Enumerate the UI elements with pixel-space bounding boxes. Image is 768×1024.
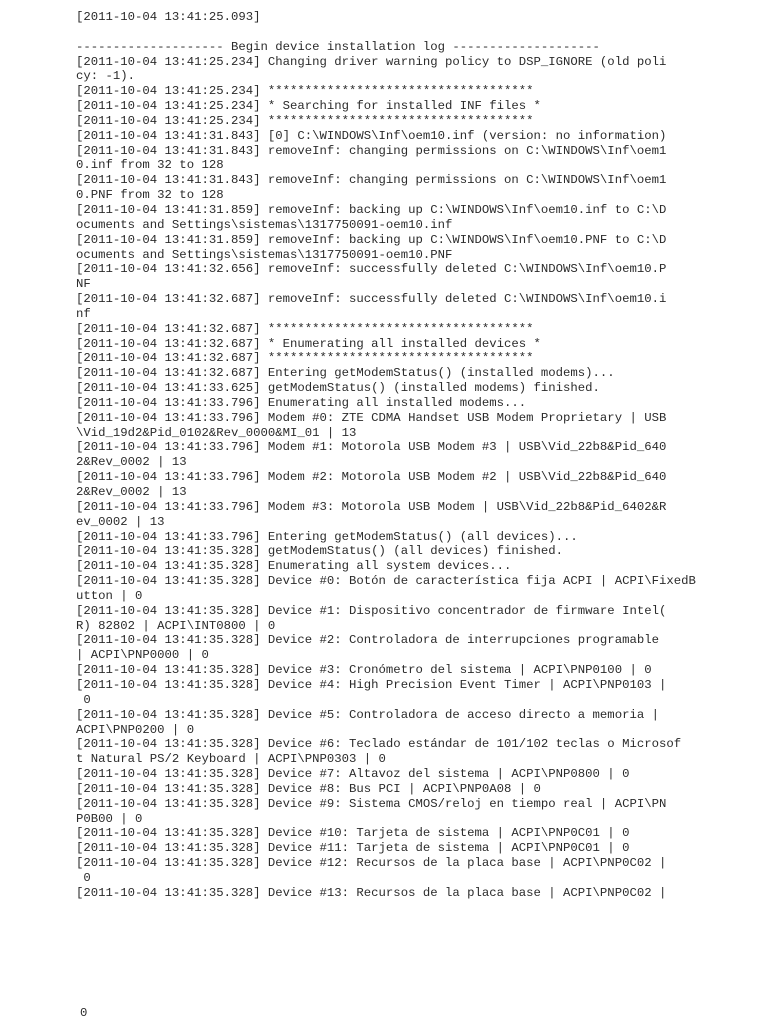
log-line: [2011-10-04 13:41:35.328] Device #12: Recursos de la placa base | ACPI\PNP0C02 | <box>76 856 667 871</box>
log-line: [2011-10-04 13:41:35.328] Device #10: Tarjeta de sistema | ACPI\PNP0C01 | 0 <box>76 826 630 841</box>
log-line: [2011-10-04 13:41:35.328] getModemStatus() (all devices) finished. <box>76 544 564 559</box>
log-line: t Natural PS/2 Keyboard | ACPI\PNP0303 | 0 <box>76 752 386 767</box>
log-line: 0 <box>76 870 91 885</box>
log-line: NF <box>76 277 91 292</box>
log-line: [2011-10-04 13:41:33.625] getModemStatus() (installed modems) finished. <box>76 381 600 396</box>
log-line: [2011-10-04 13:41:35.328] Device #1: Dispositivo concentrador de firmware Intel( <box>76 603 667 618</box>
log-line: [2011-10-04 13:41:31.843] removeInf: changing permissions on C:\WINDOWS\Inf\oem1 <box>76 173 667 188</box>
log-line: [2011-10-04 13:41:33.796] Modem #2: Motorola USB Modem #2 | USB\Vid_22b8&Pid_640 <box>76 470 667 485</box>
log-line: P0B00 | 0 <box>76 811 143 826</box>
log-line <box>76 25 756 40</box>
log-line: [2011-10-04 13:41:35.328] Device #6: Teclado estándar de 101/102 teclas o Microsof <box>76 737 682 752</box>
log-line: [2011-10-04 13:41:25.234] ************************************ <box>76 84 534 99</box>
log-line: [2011-10-04 13:41:35.328] Device #13: Recursos de la placa base | ACPI\PNP0C02 | <box>76 885 667 900</box>
log-line: [2011-10-04 13:41:32.656] removeInf: successfully deleted C:\WINDOWS\Inf\oem10.P <box>76 262 667 277</box>
log-line: [2011-10-04 13:41:31.843] [0] C:\WINDOWS\Inf\oem10.inf (version: no information) <box>76 128 667 143</box>
log-line: [2011-10-04 13:41:32.687] Entering getModemStatus() (installed modems)... <box>76 366 615 381</box>
log-line: [2011-10-04 13:41:25.093] <box>76 10 261 24</box>
log-line: [2011-10-04 13:41:35.328] Device #3: Cronómetro del sistema | ACPI\PNP0100 | 0 <box>76 663 652 678</box>
log-line: [2011-10-04 13:41:33.796] Modem #0: ZTE CDMA Handset USB Modem Proprietary | USB <box>76 410 667 425</box>
log-line: [2011-10-04 13:41:25.234] Changing driver warning policy to DSP_IGNORE (old poli <box>76 54 667 69</box>
log-line: [2011-10-04 13:41:35.328] Device #9: Sistema CMOS/reloj en tiempo real | ACPI\PN <box>76 796 667 811</box>
log-line: [2011-10-04 13:41:32.687] ************************************ <box>76 351 534 366</box>
log-line: 0.PNF from 32 to 128 <box>76 188 224 203</box>
log-line: 2&Rev_0002 | 13 <box>76 485 187 499</box>
log-line: [2011-10-04 13:41:35.328] Device #4: High Precision Event Timer | ACPI\PNP0103 | <box>76 677 667 692</box>
log-line: ocuments and Settings\sistemas\1317750091-oem10.inf <box>76 217 453 232</box>
log-line: [2011-10-04 13:41:32.687] * Enumerating all installed devices * <box>76 336 541 351</box>
log-line: R) 82802 | ACPI\INT0800 | 0 <box>76 618 276 633</box>
log-line: [2011-10-04 13:41:33.796] Modem #1: Motorola USB Modem #3 | USB\Vid_22b8&Pid_640 <box>76 440 667 455</box>
log-line: [2011-10-04 13:41:32.687] ************************************ <box>76 321 534 336</box>
log-line: [2011-10-04 13:41:35.328] Device #7: Altavoz del sistema | ACPI\PNP0800 | 0 <box>76 767 630 782</box>
log-line: [2011-10-04 13:41:32.687] removeInf: successfully deleted C:\WINDOWS\Inf\oem10.i <box>76 292 667 307</box>
log-line: [2011-10-04 13:41:35.328] Device #8: Bus PCI | ACPI\PNP0A08 | 0 <box>76 781 541 796</box>
log-line: [2011-10-04 13:41:31.859] removeInf: backing up C:\WINDOWS\Inf\oem10.PNF to C:\D <box>76 232 667 247</box>
log-line: -------------------- Begin device installation log -------------------- <box>76 39 600 54</box>
log-line: [2011-10-04 13:41:35.328] Device #2: Controladora de interrupciones programable <box>76 633 659 648</box>
log-line: ACPI\PNP0200 | 0 <box>76 722 195 737</box>
log-line: ev_0002 | 13 <box>76 514 165 529</box>
log-line: ocuments and Settings\sistemas\1317750091-oem10.PNF <box>76 247 453 262</box>
log-line: utton | 0 <box>76 588 143 603</box>
log-line: 0.inf from 32 to 128 <box>76 158 224 173</box>
log-line: 2&Rev_0002 | 13 <box>76 455 187 470</box>
log-line: \Vid_19d2&Pid_0102&Rev_0000&MI_01 | 13 <box>76 425 357 440</box>
log-line: [2011-10-04 13:41:31.859] removeInf: backing up C:\WINDOWS\Inf\oem10.inf to C:\D <box>76 202 667 217</box>
log-line: [2011-10-04 13:41:33.796] Enumerating all installed modems... <box>76 395 527 410</box>
log-line: nf <box>76 306 91 321</box>
log-line: 0 <box>76 692 91 707</box>
log-line: cy: -1). <box>76 69 136 84</box>
log-line: [2011-10-04 13:41:33.796] Entering getModemStatus() (all devices)... <box>76 529 578 544</box>
log-continuation-value: 0 <box>80 1006 88 1020</box>
log-line: [2011-10-04 13:41:35.328] Device #11: Tarjeta de sistema | ACPI\PNP0C01 | 0 <box>76 841 630 856</box>
log-line: [2011-10-04 13:41:31.843] removeInf: changing permissions on C:\WINDOWS\Inf\oem1 <box>76 143 667 158</box>
log-line: [2011-10-04 13:41:25.234] * Searching for installed INF files * <box>76 99 541 114</box>
log-line: [2011-10-04 13:41:35.328] Enumerating all system devices... <box>76 559 512 574</box>
log-line: [2011-10-04 13:41:33.796] Modem #3: Motorola USB Modem | USB\Vid_22b8&Pid_6402&R <box>76 499 667 514</box>
installation-log-text <box>76 10 756 901</box>
log-line: | ACPI\PNP0000 | 0 <box>76 648 209 663</box>
log-line: [2011-10-04 13:41:35.328] Device #5: Controladora de acceso directo a memoria | <box>76 707 659 722</box>
log-line: [2011-10-04 13:41:25.234] ************************************ <box>76 113 534 128</box>
log-line: [2011-10-04 13:41:35.328] Device #0: Botón de característica fija ACPI | ACPI\FixedB <box>76 574 696 589</box>
